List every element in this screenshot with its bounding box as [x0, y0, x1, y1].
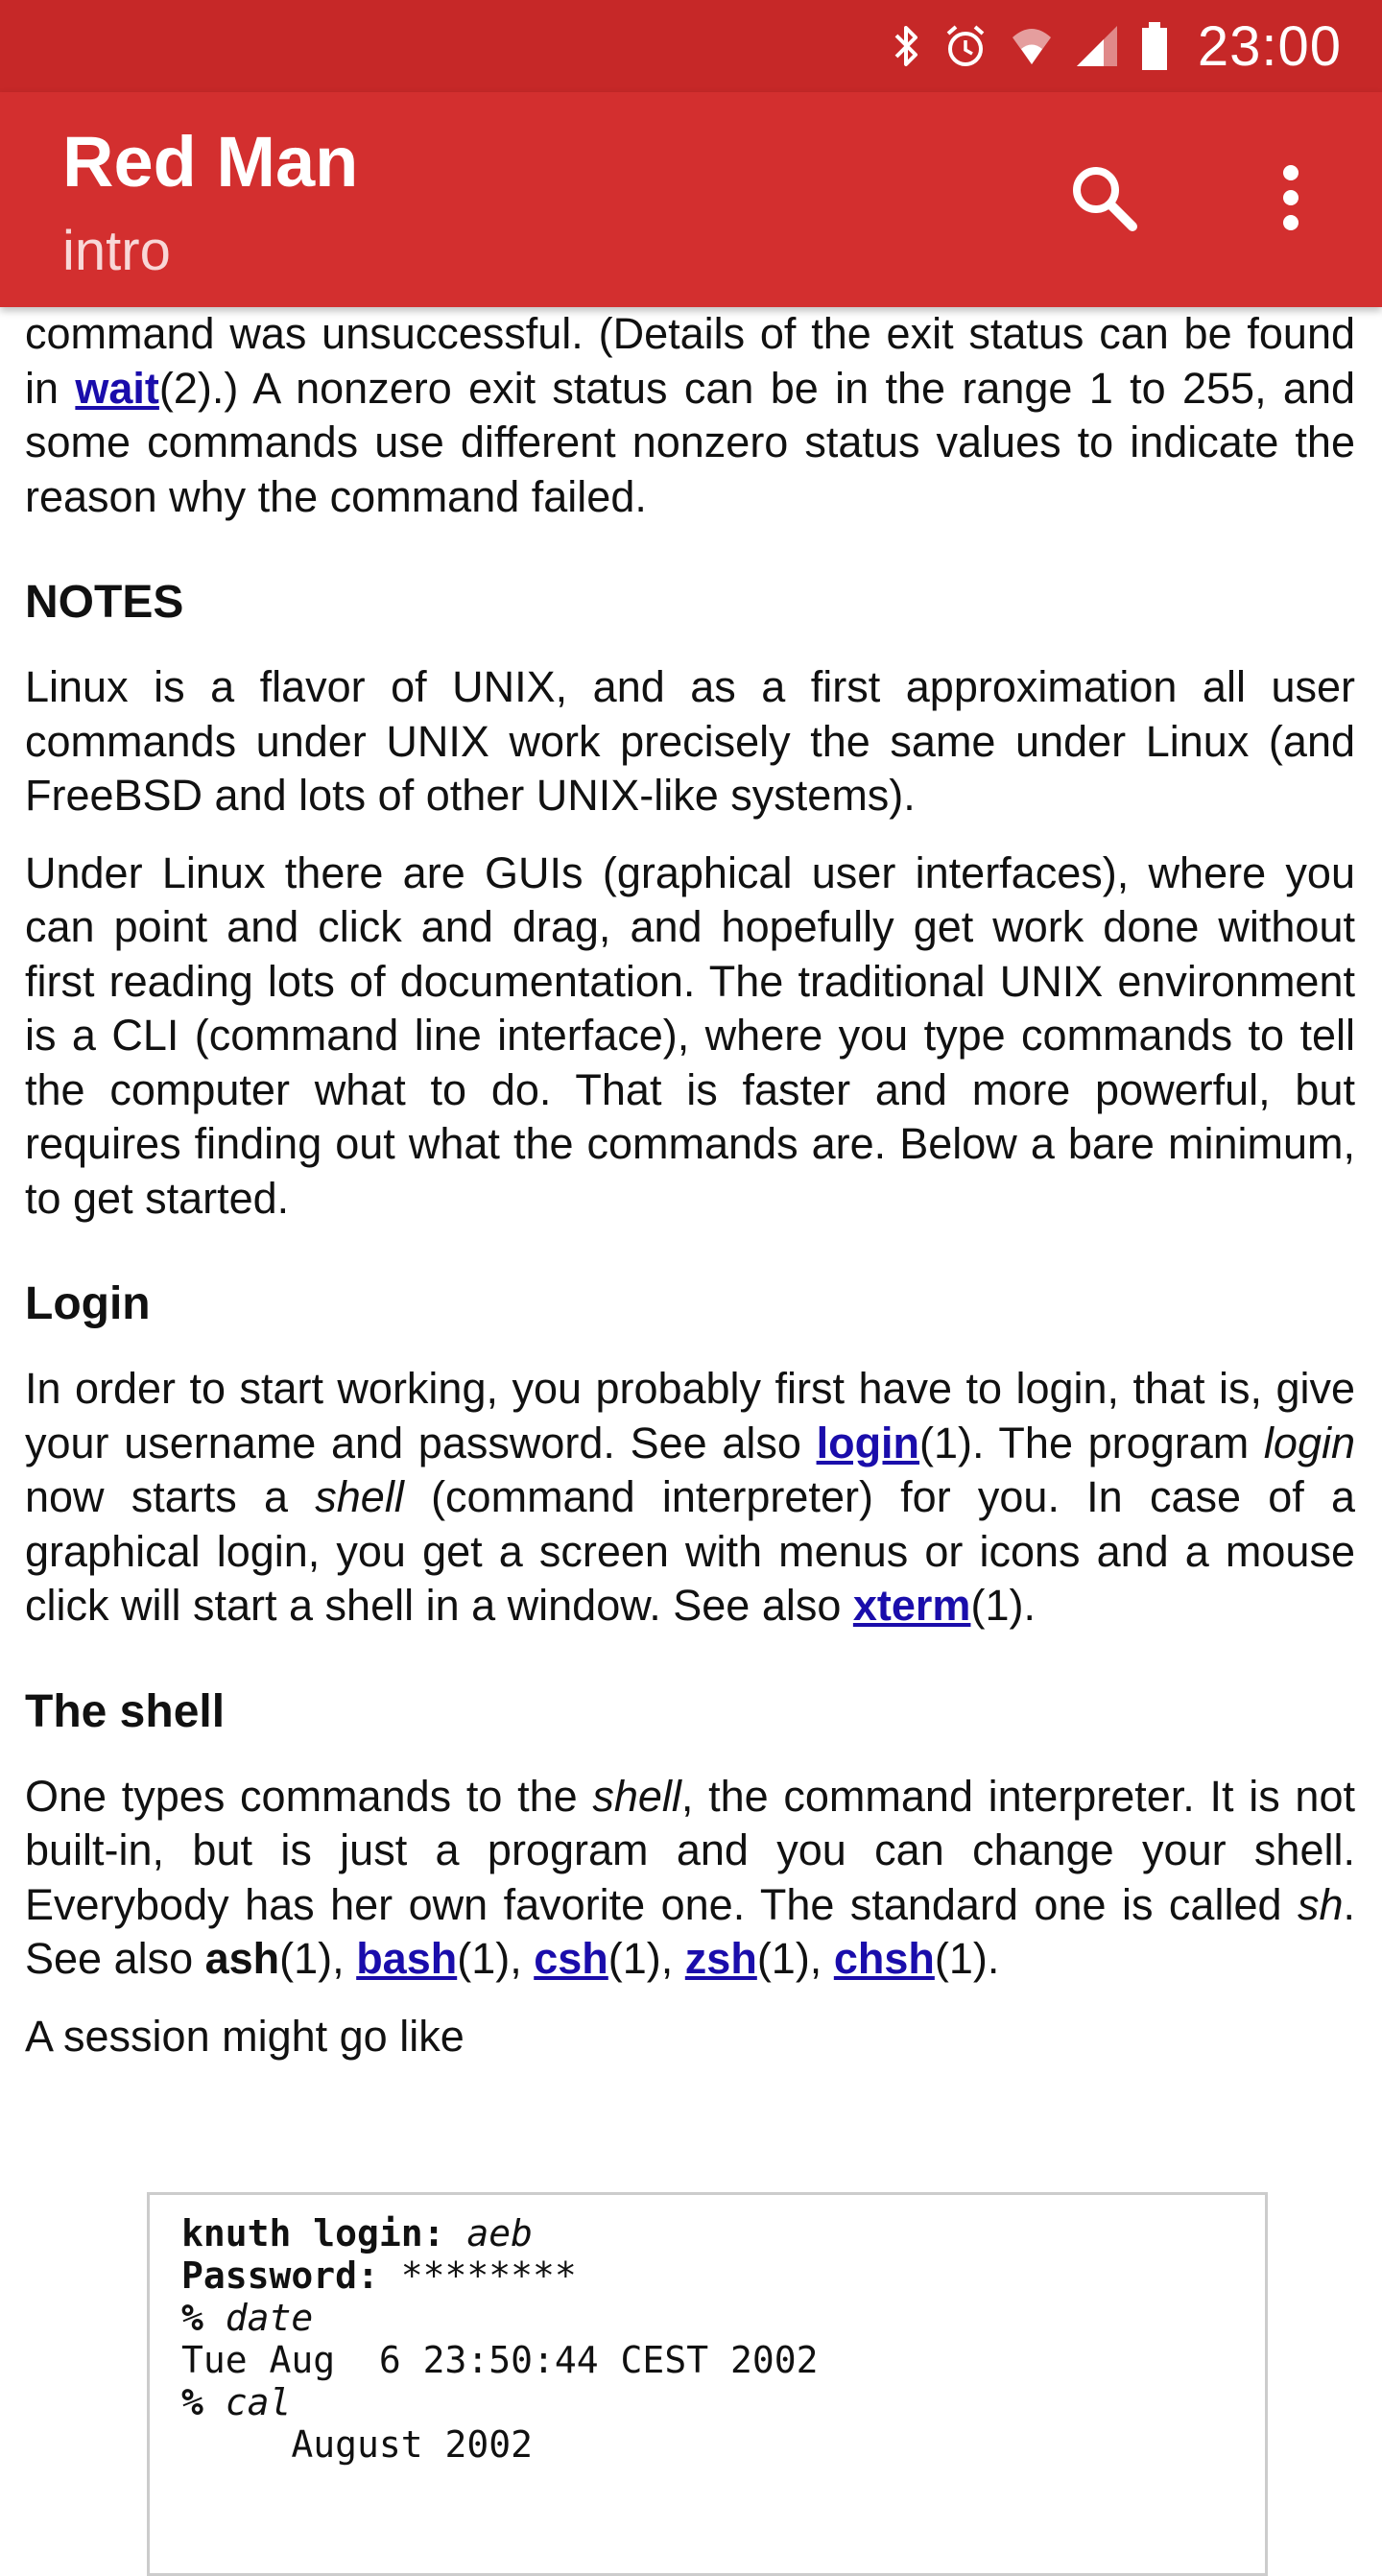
heading-notes: NOTES — [25, 577, 184, 628]
exit-status-paragraph: command was unsuccessful. (Details of the exit status can be found in wait(2).) A nonzero exit status can be in the range 1 to 255, and some commands use different nonzero status values to indicate the reason why the command failed. — [25, 309, 1356, 521]
link-csh[interactable]: csh — [534, 1934, 608, 1983]
link-login[interactable]: login — [816, 1418, 920, 1467]
code-line: % date — [181, 2297, 314, 2339]
man-page-content — [25, 307, 1355, 2063]
session-code-block — [147, 2192, 1268, 2576]
wifi-icon — [1010, 22, 1054, 70]
alarm-icon — [942, 22, 989, 70]
battery-icon — [1140, 20, 1169, 72]
code-line: knuth login: aeb — [181, 2212, 534, 2254]
app-subtitle: intro — [62, 220, 171, 282]
search-icon — [1067, 161, 1140, 239]
code-line: Password: ******** — [181, 2254, 577, 2297]
link-zsh[interactable]: zsh — [684, 1934, 757, 1983]
app-bar — [0, 92, 1382, 307]
session-paragraph: A session might go like — [25, 2011, 465, 2061]
code-line: % cal — [181, 2381, 292, 2423]
shell-paragraph: One types commands to the shell, the command interpreter. It is not built-in, but is just a program and you can change your shell. Everybody has her own favorite one. The standard one is called sh. See also ash(1), bash(1), csh(1), zsh(1), chsh(1). — [25, 1771, 1355, 1983]
heading-login: Login — [25, 1278, 151, 1329]
link-xterm[interactable]: xterm — [852, 1581, 971, 1630]
status-time: 23:00 — [1197, 14, 1342, 78]
link-wait[interactable]: wait — [75, 363, 159, 413]
more-options-button[interactable] — [1233, 92, 1348, 307]
status-bar — [0, 0, 1382, 92]
notes-paragraph-1: Linux is a flavor of UNIX, and as a first approximation all user commands under UNIX work precisely the same under Linux (and FreeBSD and lots of other UNIX-like systems). — [25, 662, 1355, 820]
link-chsh[interactable]: chsh — [833, 1934, 935, 1983]
heading-the-shell: The shell — [25, 1685, 226, 1737]
notes-paragraph-2: Under Linux there are GUIs (graphical user interfaces), where you can point and click and drag, and hopefully get work done without first reading lots of documentation. The traditional UNIX environment is a CLI (command line interface), where you type commands to tell the computer what to do. That is faster and more powerful, but requires finding out what the commands are. Below a bare minimum, to get started. — [25, 847, 1355, 1223]
search-button[interactable] — [1046, 92, 1161, 307]
signal-icon — [1075, 22, 1119, 70]
bluetooth-icon — [891, 22, 921, 70]
link-bash[interactable]: bash — [356, 1934, 458, 1983]
login-paragraph: In order to start working, you probably first have to login, that is, give your username and password. See also login(1). The program login now starts a shell (command interpreter) for you. In case of a graphical login, you get a screen with menus or icons and a mouse click will start a shell in a window. See also xterm(1). — [25, 1364, 1355, 1630]
more-vert-icon — [1281, 163, 1300, 237]
code-line: August 2002 — [181, 2423, 534, 2466]
code-line: Tue Aug 6 23:50:44 CEST 2002 — [181, 2339, 819, 2381]
app-title: Red Man — [62, 122, 359, 202]
